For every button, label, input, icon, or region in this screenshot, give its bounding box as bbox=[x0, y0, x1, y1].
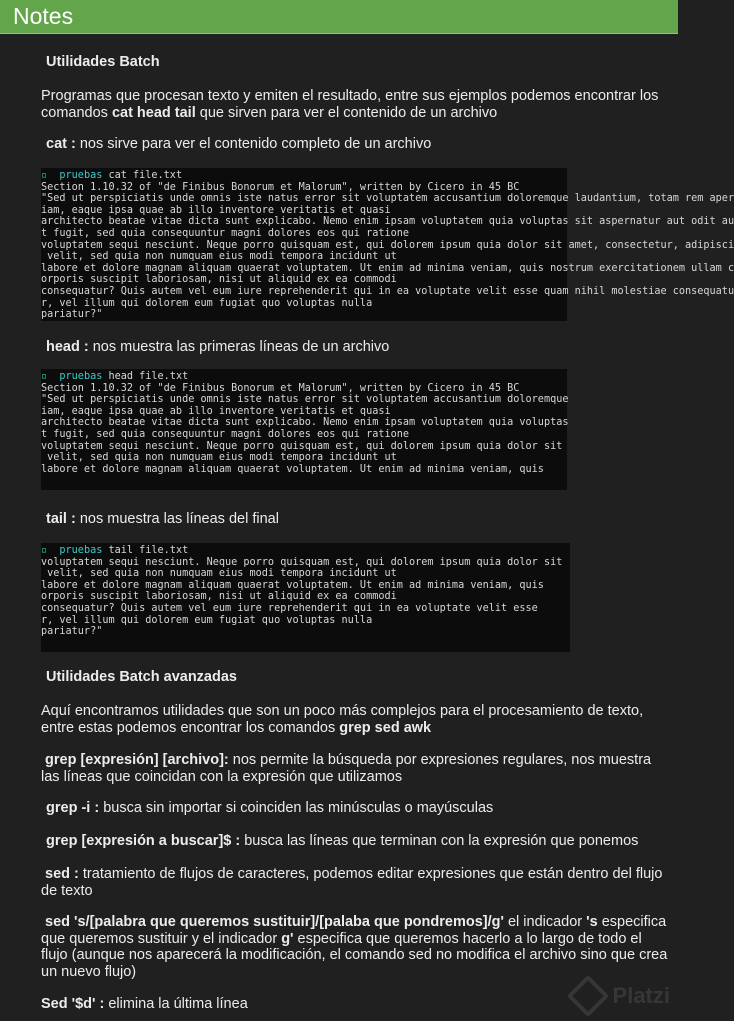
terminal-output-line: voluptatem sequi nesciunt. Neque porro quisquam est, qui dolorem ipsum quia dolor sit bbox=[41, 440, 563, 452]
terminal-output-line: labore et dolore magnam aliquam quaerat voluptatem. Ut enim ad minima veniam, quis nostrum exercitationem ullam c bbox=[41, 262, 734, 274]
terminal-output-line: pariatur?" bbox=[41, 309, 103, 321]
paragraph-grep-end: grep [expresión a buscar]$ : busca las líneas que terminan con la expresión que ponemos bbox=[46, 833, 639, 849]
terminal-output-line: "Sed ut perspiciatis unde omnis iste natus error sit voluptatem accusantium doloremque bbox=[41, 394, 569, 406]
prompt-command: cat file.txt bbox=[102, 170, 183, 181]
prompt-arrow-icon: ▫ bbox=[41, 371, 60, 382]
paragraph-tail: tail : nos muestra las líneas del final bbox=[46, 511, 279, 527]
terminal-output-line: iam, eaque ipsa quae ab illo inventore veritatis et quasi bbox=[41, 204, 391, 216]
terminal-output-line: velit, sed quia non numquam eius modi tempora incidunt ut bbox=[41, 452, 397, 464]
terminal-head-output bbox=[41, 369, 567, 490]
terminal-prompt-line bbox=[41, 545, 570, 557]
terminal-output-line: t fugit, sed quia consequuntur magni dolores eos qui ratione bbox=[41, 227, 410, 239]
platzi-logo-icon bbox=[566, 975, 608, 1017]
terminal-output-line: architecto beatae vitae dicta sunt explicabo. Nemo enim ipsam voluptatem quia voluptas bbox=[41, 417, 569, 429]
notes-content bbox=[0, 34, 734, 1021]
terminal-output-line: "Sed ut perspiciatis unde omnis iste natus error sit voluptatem accusantium doloremque laudantium, totam rem aper bbox=[41, 193, 734, 205]
terminal-prompt-line bbox=[41, 371, 567, 383]
terminal-output-line: velit, sed quia non numquam eius modi tempora incidunt ut bbox=[41, 568, 397, 580]
terminal-output-line: pariatur?" bbox=[41, 626, 103, 638]
paragraph-cat: cat : nos sirve para ver el contenido completo de un archivo bbox=[46, 136, 432, 152]
paragraph-advanced-intro: Aquí encontramos utilidades que son un poco más complejos para el procesamiento de texto, entre estas podemos encontrar los comandos grep sed awk bbox=[41, 703, 644, 736]
terminal-cat-output bbox=[41, 168, 734, 321]
terminal-output-line: Section 1.10.32 of "de Finibus Bonorum et Malorum", written by Cicero in 45 BC bbox=[41, 181, 520, 193]
terminal-output-line: architecto beatae vitae dicta sunt explicabo. Nemo enim ipsam voluptatem quia voluptas sit aspernatur aut odit au bbox=[41, 216, 734, 228]
platzi-watermark bbox=[573, 981, 670, 1011]
paragraph-sed-s: sed 's/[palabra que queremos sustituir]/[palaba que pondremos]/g' el indicador 's especifica que queremos sustituir y el indicador g' especifica que queremos hacerlo a lo largo de todo el flujo (aunque nos aparecerá la modificación, el comando sed no modifica el archivo sino que crea un nuevo flujo) bbox=[41, 914, 668, 980]
terminal-output-line: consequatur? Quis autem vel eum iure reprehenderit qui in ea voluptate velit esse bbox=[41, 602, 538, 614]
terminal-output-line: Section 1.10.32 of "de Finibus Bonorum et Malorum", written by Cicero in 45 BC bbox=[41, 382, 520, 394]
watermark-text: Platzi bbox=[612, 983, 670, 1008]
terminal-output-line: voluptatem sequi nesciunt. Neque porro quisquam est, qui dolorem ipsum quia dolor sit amet, consectetur, adipisci bbox=[41, 239, 734, 251]
terminal-output-line: r, vel illum qui dolorem eum fugiat quo voluptas nulla bbox=[41, 614, 373, 626]
prompt-arrow-icon: ▫ bbox=[41, 170, 60, 181]
paragraph-grep: grep [expresión] [archivo]: nos permite la búsqueda por expresiones regulares, nos muestra las líneas que coincidan con la expresión que utilizamos bbox=[41, 752, 652, 785]
terminal-output-line: velit, sed quia non numquam eius modi tempora incidunt ut bbox=[41, 251, 397, 263]
heading-advanced: Utilidades Batch avanzadas bbox=[46, 669, 237, 685]
paragraph-head: head : nos muestra las primeras líneas de un archivo bbox=[46, 339, 390, 355]
terminal-output-line: voluptatem sequi nesciunt. Neque porro quisquam est, qui dolorem ipsum quia dolor sit bbox=[41, 556, 563, 568]
prompt-command: head file.txt bbox=[102, 371, 189, 382]
paragraph-sed: sed : tratamiento de flujos de caracteres, podemos editar expresiones que están dentro del flujo de texto bbox=[41, 866, 663, 899]
terminal-output-line: iam, eaque ipsa quae ab illo inventore veritatis et quasi bbox=[41, 405, 391, 417]
terminal-output-line: orporis suscipit laboriosam, nisi ut aliquid ex ea commodi bbox=[41, 591, 397, 603]
terminal-output-line: labore et dolore magnam aliquam quaerat voluptatem. Ut enim ad minima veniam, quis bbox=[41, 463, 544, 475]
notes-title: Notes bbox=[13, 3, 74, 29]
prompt-directory: pruebas bbox=[59, 545, 103, 556]
terminal-prompt-line bbox=[41, 170, 567, 182]
terminal-output-line: t fugit, sed quia consequuntur magni dolores eos qui ratione bbox=[41, 428, 410, 440]
paragraph-grep-i: grep -i : busca sin importar si coinciden las minúsculas o mayúsculas bbox=[46, 800, 494, 816]
paragraph-sed-d: Sed '$d' : elimina la última línea bbox=[41, 996, 248, 1012]
prompt-directory: pruebas bbox=[59, 170, 103, 181]
notes-header bbox=[0, 0, 678, 34]
prompt-command: tail file.txt bbox=[102, 545, 189, 556]
terminal-output-line: consequatur? Quis autem vel eum iure reprehenderit qui in ea voluptate velit esse quam nihil molestiae consequatu bbox=[41, 285, 734, 297]
terminal-output-line: labore et dolore magnam aliquam quaerat voluptatem. Ut enim ad minima veniam, quis bbox=[41, 579, 544, 591]
terminal-output-line: orporis suscipit laboriosam, nisi ut aliquid ex ea commodi bbox=[41, 274, 397, 286]
prompt-directory: pruebas bbox=[59, 371, 103, 382]
paragraph-batch-intro: Programas que procesan texto y emiten el resultado, entre sus ejemplos podemos encontrar los comandos cat head tail que sirven para ver el contenido de un archivo bbox=[41, 88, 659, 121]
heading-batch: Utilidades Batch bbox=[46, 54, 160, 70]
terminal-output-line: r, vel illum qui dolorem eum fugiat quo voluptas nulla bbox=[41, 297, 373, 309]
prompt-arrow-icon: ▫ bbox=[41, 545, 60, 556]
terminal-tail-output bbox=[41, 543, 570, 652]
